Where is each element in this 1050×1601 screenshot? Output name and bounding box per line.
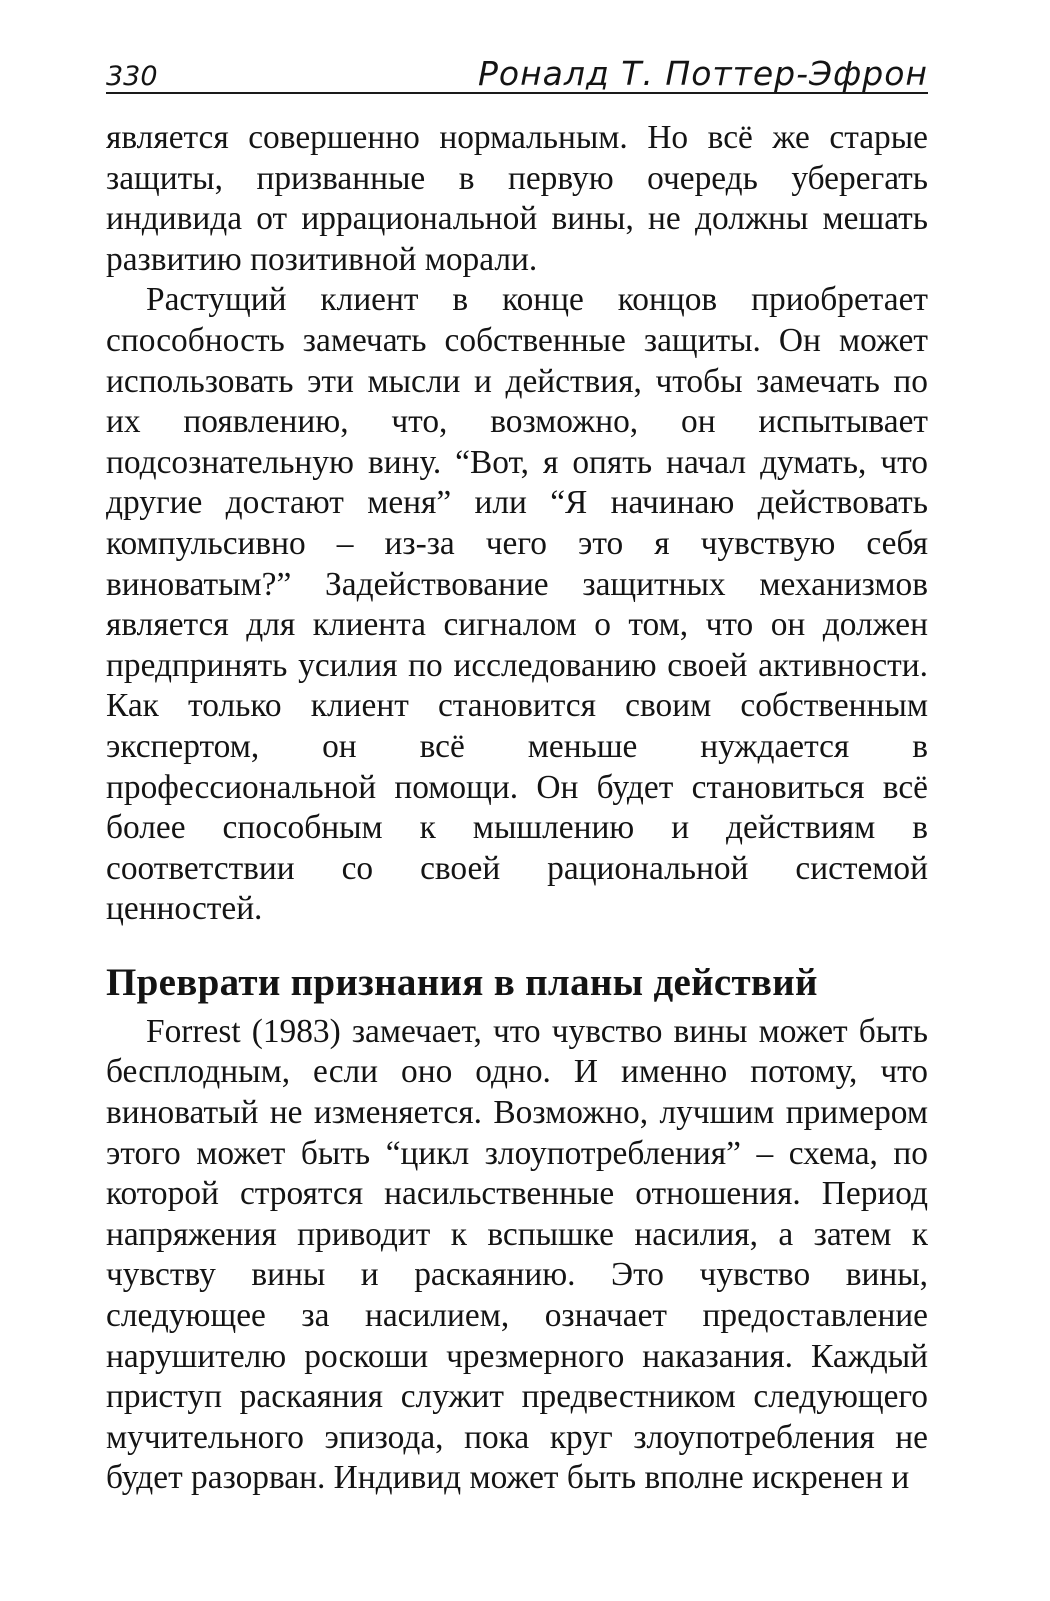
page-number: 330	[106, 61, 158, 92]
book-page	[106, 48, 928, 1499]
body-text	[106, 118, 928, 1499]
paragraph-defenses: Растущий клиент в конце концов приобретает способность замечать собственные защиты. Он может использовать эти мысли и действия, чтобы замечать по их появлению, что, возможно, он испытывает подсознательную вину. “Вот, я опять начал думать, что другие достают меня” или “Я начинаю действовать компульсивно – из-за чего это я чувствую себя виноватым?” Задействование защитных механизмов является для клиента сигналом о том, что он должен предпринять усилия по исследованию своей активности. Как только клиент становится своим собственным экспертом, он всё меньше нуждается в профессиональной помощи. Он будет становиться всё более способным к мышлению и действиям в соответствии со своей рациональной системой ценностей.	[106, 281, 928, 928]
paragraph-continued: является совершенно нормальным. Но всё же старые защиты, призванные в первую очередь уберегать индивида от иррациональной вины, не должны мешать развитию позитивной морали.	[106, 119, 928, 278]
section-heading: Преврати признания в планы действий	[106, 960, 818, 1004]
running-header	[106, 48, 928, 94]
paragraph-abuse-cycle: Forrest (1983) замечает, что чувство вины может быть бесплодным, если оно одно. И именно потому, что виноватый не изменяется. Возможно, лучшим примером этого может быть “цикл злоупотребления” – схема, по которой строятся насильственные отношения. Период напряжения приводит к вспышке насилия, а затем к чувству вины и раскаянию. Это чувство вины, следующее за насилием, означает предоставление нарушителю роскоши чрезмерного наказания. Каждый приступ раскаяния служит предвестником следующего мучительного эпизода, пока круг злоупотребления не будет разорван. Индивид может быть вполне искренен и	[106, 1012, 928, 1497]
running-title: Роналд Т. Поттер-Эфрон	[477, 54, 928, 93]
